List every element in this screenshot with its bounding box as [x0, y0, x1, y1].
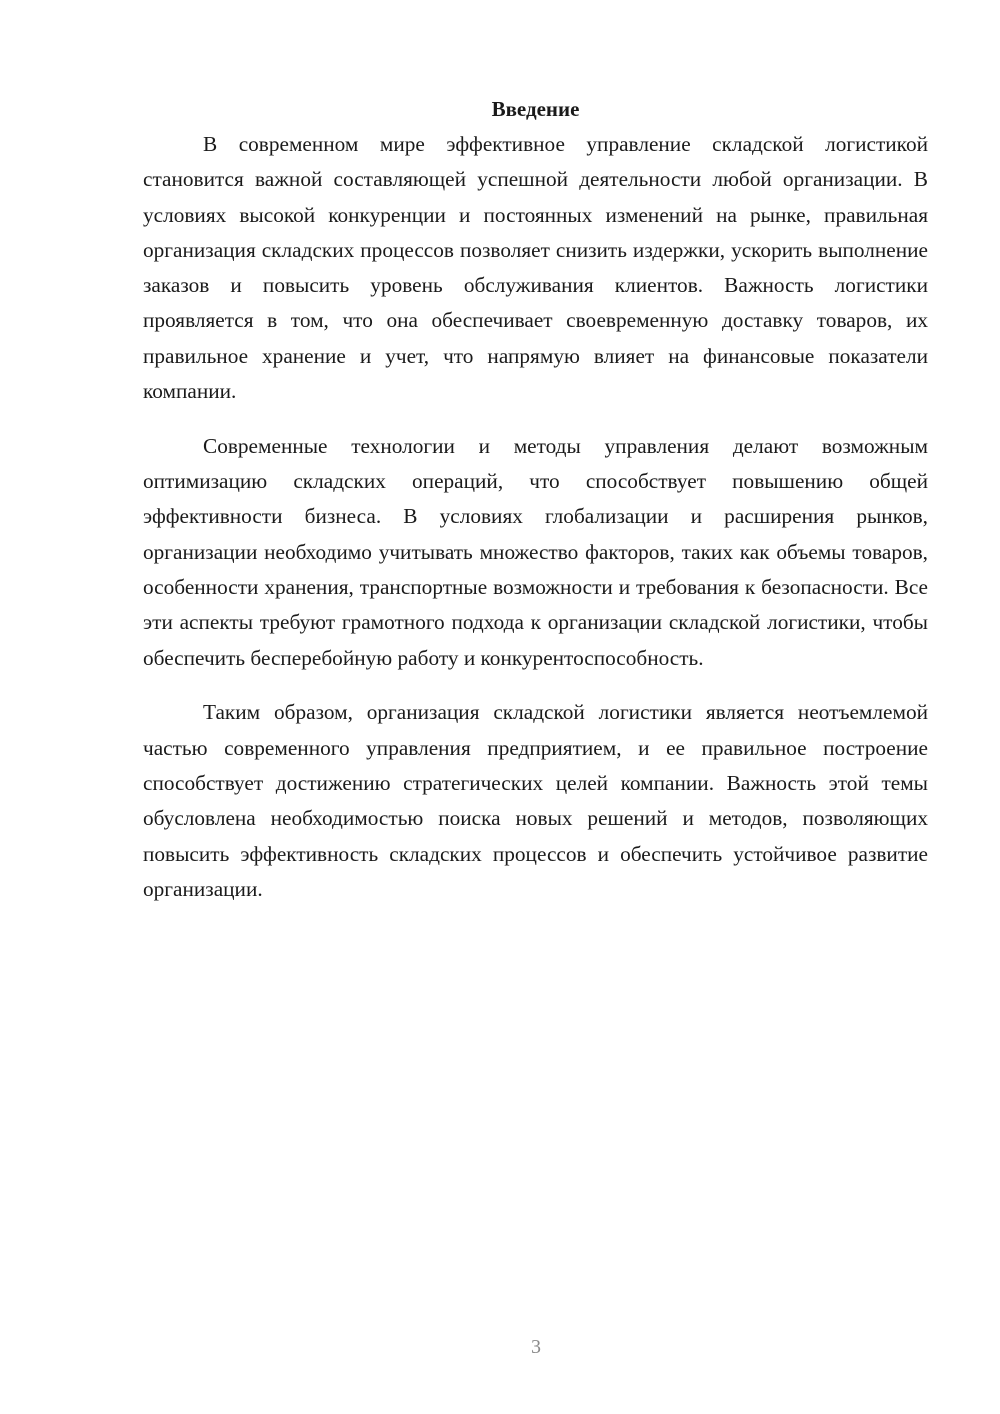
- page-content: [143, 92, 928, 907]
- page-number: 3: [531, 1336, 541, 1358]
- section-heading: Введение: [491, 97, 580, 121]
- paragraph-1: В современном мире эффективное управление складской логистикой становится важной составляющей успешной деятельности любой организации. В условиях высокой конкуренции и постоянных изменений на рынке, правильная организация складских процессов позволяет снизить издержки, ускорить выполнение заказов и повысить уровень обслуживания клиентов. Важность логистики проявляется в том, что она обеспечивает своевременную доставку товаров, их правильное хранение и учет, что напрямую влияет на финансовые показатели компании.: [143, 132, 928, 404]
- paragraph-2: Современные технологии и методы управления делают возможным оптимизацию складских операций, что способствует повышению общей эффективности бизнеса. В условиях глобализации и расширения рынков, организации необходимо учитывать множество факторов, таких как объемы товаров, особенности хранения, транспортные возможности и требования к безопасности. Все эти аспекты требуют грамотного подхода к организации складской логистики, чтобы обеспечить бесперебойную работу и конкурентоспособность.: [143, 433, 928, 670]
- paragraph-3: Таким образом, организация складской логистики является неотъемлемой частью современного управления предприятием, и ее правильное построение способствует достижению стратегических целей компании. Важность этой темы обусловлена необходимостью поиска новых решений и методов, позволяющих повысить эффективность складских процессов и обеспечить устойчивое развитие организации.: [143, 700, 928, 901]
